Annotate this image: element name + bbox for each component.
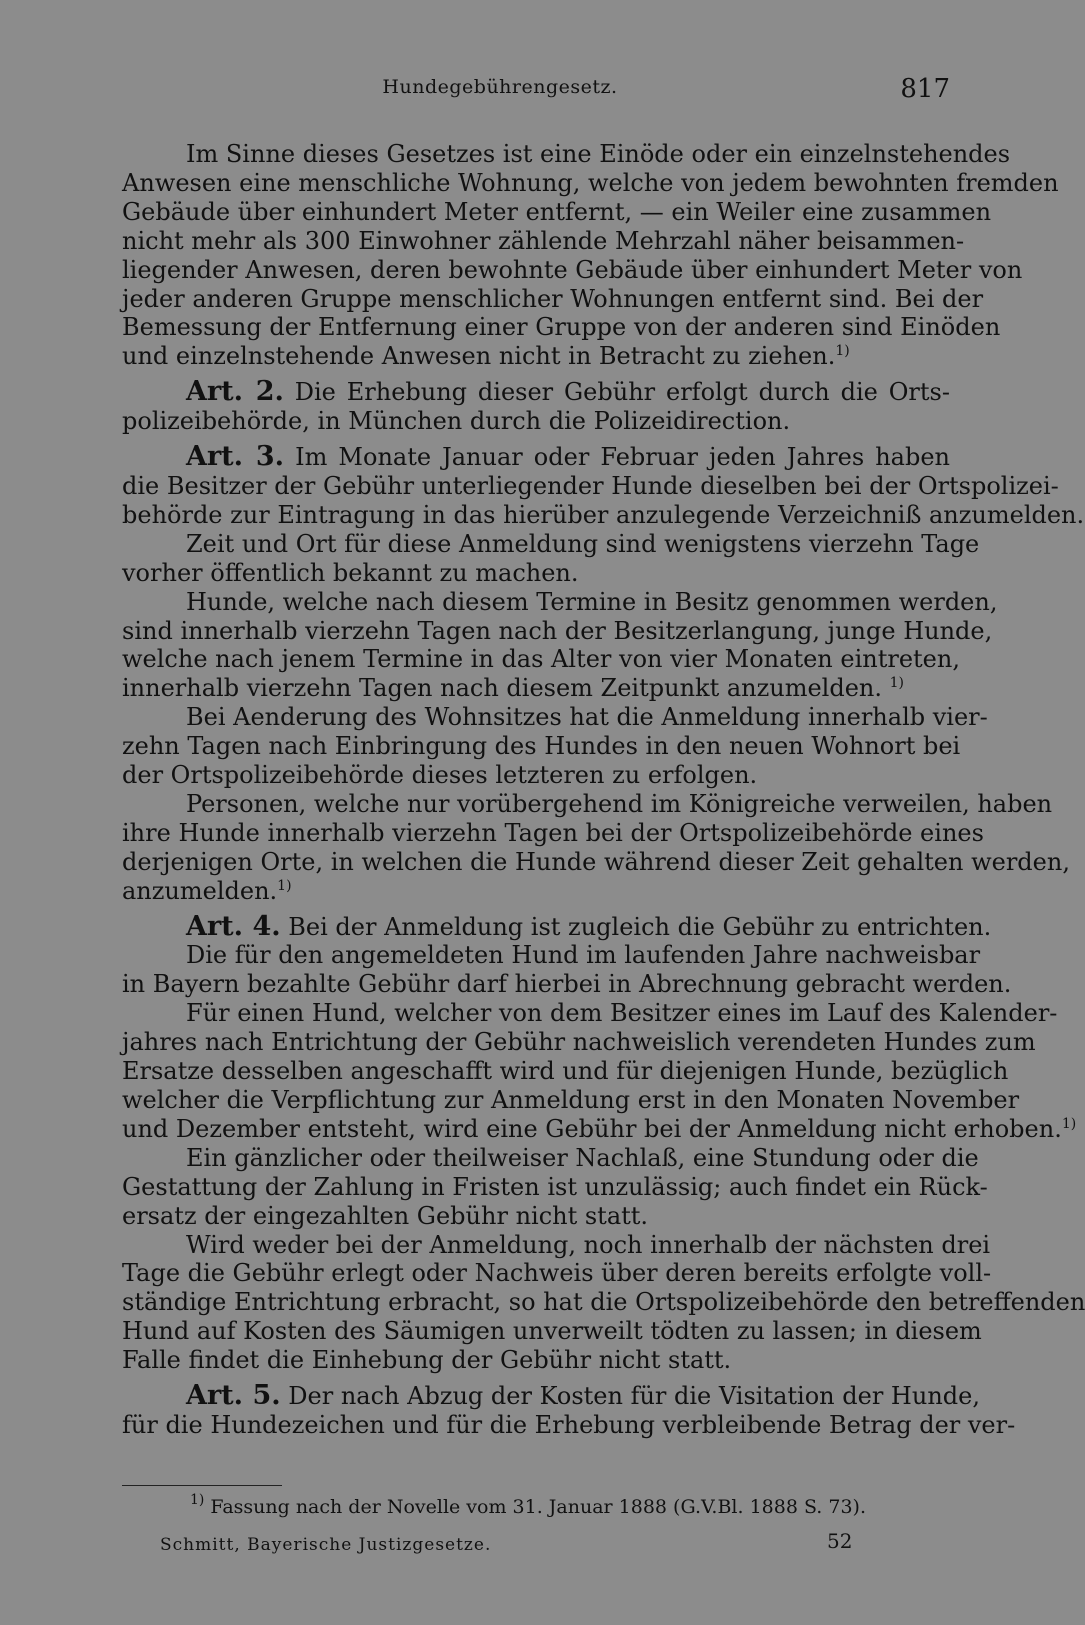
text-line: Tage die Gebühr erlegt oder Nachweis über deren bereits erfolgte voll-: [122, 1259, 992, 1288]
body-text: [122, 140, 1085, 1440]
line-text: Der nach Abzug der Kosten für die Visitation der Hunde,: [288, 1382, 980, 1411]
line-text: und einzelnstehende Anwesen nicht in Betracht zu ziehen.: [122, 342, 836, 371]
line-text: anzumelden.: [122, 876, 278, 905]
text-line: der Ortspolizeibehörde dieses letzteren zu erfolgen.: [122, 761, 758, 790]
text-line: Ersatze desselben angeschafft wird und für diejenigen Hunde, bezüglich: [122, 1057, 1009, 1086]
line-text: und Dezember entsteht, wird eine Gebühr bei der Anmeldung nicht erhoben.: [122, 1114, 1062, 1143]
text-line: [122, 1114, 1077, 1144]
text-line: die Besitzer der Gebühr unterliegender Hunde dieselben bei der Ortspolizei-: [122, 471, 1059, 500]
text-line: welche nach jenem Termine in das Alter von vier Monaten eintreten,: [122, 645, 960, 674]
text-line: Die für den angemeldeten Hund im laufenden Jahre nachweisbar: [186, 941, 981, 970]
line-text: innerhalb vierzehn Tagen nach diesem Zeitpunkt anzumelden.: [122, 674, 882, 703]
article-3-heading: Art. 3.: [186, 441, 285, 473]
article-4-heading: Art. 4.: [186, 910, 281, 942]
text-line: [122, 342, 950, 371]
running-title: Hundegebührengesetz.: [382, 76, 618, 98]
article-line: [122, 443, 950, 472]
sheet-signature: 52: [827, 1529, 853, 1553]
text-line: zehn Tagen nach Einbringung des Hundes in den neuen Wohnort bei: [122, 732, 961, 761]
text-line: Wird weder bei der Anmeldung, noch innerhalb der nächsten drei: [186, 1230, 991, 1259]
footnote-text: Fassung nach der Novelle vom 31. Januar 1888 (G.V.Bl. 1888 S. 73).: [210, 1496, 867, 1518]
text-line: ersatz der eingezahlten Gebühr nicht statt.: [122, 1201, 649, 1230]
line-text: Im Monate Januar oder Februar jeden Jahres haben: [295, 443, 950, 472]
page-number: 817: [900, 74, 950, 104]
text-line: Gestattung der Zahlung in Fristen ist unzulässig; auch findet ein Rück-: [122, 1172, 988, 1201]
text-line: ständige Entrichtung erbracht, so hat die Ortspolizeibehörde den betreffenden: [122, 1288, 1085, 1317]
text-line: [122, 877, 950, 906]
footnote-rule: [122, 1485, 282, 1486]
footnote-mark: 1): [190, 1492, 205, 1508]
text-line: vorher öffentlich bekannt zu machen.: [122, 558, 579, 587]
article-5-heading: Art. 5.: [186, 1380, 281, 1412]
text-line: sind innerhalb vierzehn Tagen nach der Besitzerlangung, junge Hunde,: [122, 616, 993, 645]
line-text: Die Erhebung dieser Gebühr erfolgt durch die Orts-: [294, 378, 950, 407]
article-line: [122, 910, 992, 942]
footnote-ref: 1): [835, 343, 850, 360]
printer-line: Schmitt, Bayerische Justizgesetze.: [160, 1535, 492, 1555]
text-line: Personen, welche nur vorübergehend im Königreiche verweilen, haben: [186, 789, 1053, 818]
footnote: [190, 1492, 867, 1518]
article-2-heading: Art. 2.: [186, 376, 284, 408]
article-line: [122, 1380, 980, 1412]
text-line: Anwesen eine menschliche Wohnung, welche von jedem bewohnten fremden: [122, 168, 1059, 197]
text-line: Falle findet die Einhebung der Gebühr nicht statt.: [122, 1346, 732, 1375]
text-line: derjenigen Orte, in welchen die Hunde während dieser Zeit gehalten werden,: [122, 847, 1070, 876]
text-line: polizeibehörde, in München durch die Polizeidirection.: [122, 407, 791, 436]
article-line: [122, 378, 950, 407]
text-line: jahres nach Entrichtung der Gebühr nachweislich verendeten Hundes zum: [122, 1028, 1036, 1057]
text-line: Bei Aenderung des Wohnsitzes hat die Anmeldung innerhalb vier-: [186, 703, 988, 732]
text-line: Im Sinne dieses Gesetzes ist eine Einöde oder ein einzelnstehendes: [186, 140, 1011, 168]
text-line: nicht mehr als 300 Einwohner zählende Mehrzahl näher beisammen-: [122, 226, 965, 255]
text-line: in Bayern bezahlte Gebühr darf hierbei in Abrechnung gebracht werden.: [122, 970, 1012, 999]
footnote-ref: 1): [889, 675, 905, 692]
text-line: jeder anderen Gruppe menschlicher Wohnungen entfernt sind. Bei der: [122, 284, 984, 313]
text-line: ihre Hunde innerhalb vierzehn Tagen bei der Ortspolizeibehörde eines: [122, 818, 984, 847]
text-line: Bemessung der Entfernung einer Gruppe von der anderen sind Einöden: [122, 313, 1001, 342]
text-line: [122, 674, 950, 703]
footnote-ref: 1): [277, 877, 292, 894]
text-line: Zeit und Ort für diese Anmeldung sind wenigstens vierzehn Tage: [186, 529, 980, 558]
text-line: Für einen Hund, welcher von dem Besitzer eines im Lauf des Kalender-: [186, 999, 1058, 1028]
text-line: Ein gänzlicher oder theilweiser Nachlaß, eine Stundung oder die: [186, 1143, 979, 1172]
text-line: Gebäude über einhundert Meter entfernt, — ein Weiler eine zusammen: [122, 197, 992, 226]
text-line: behörde zur Eintragung in das hierüber anzulegende Verzeichniß anzumelden.: [122, 500, 1085, 529]
text-line: für die Hundezeichen und für die Erhebung verbleibende Betrag der ver-: [122, 1410, 1016, 1439]
text-line: Hund auf Kosten des Säumigen unverweilt tödten zu lassen; in diesem: [122, 1317, 982, 1346]
footnote-ref: 1): [1061, 1115, 1077, 1132]
text-line: welcher die Verpflichtung zur Anmeldung erst in den Monaten November: [122, 1086, 1020, 1114]
text-line: Hunde, welche nach diesem Termine in Besitz genommen werden,: [186, 587, 998, 616]
text-line: liegender Anwesen, deren bewohnte Gebäude über einhundert Meter von: [122, 255, 1023, 284]
line-text: Bei der Anmeldung ist zugleich die Gebühr zu entrichten.: [288, 912, 992, 941]
